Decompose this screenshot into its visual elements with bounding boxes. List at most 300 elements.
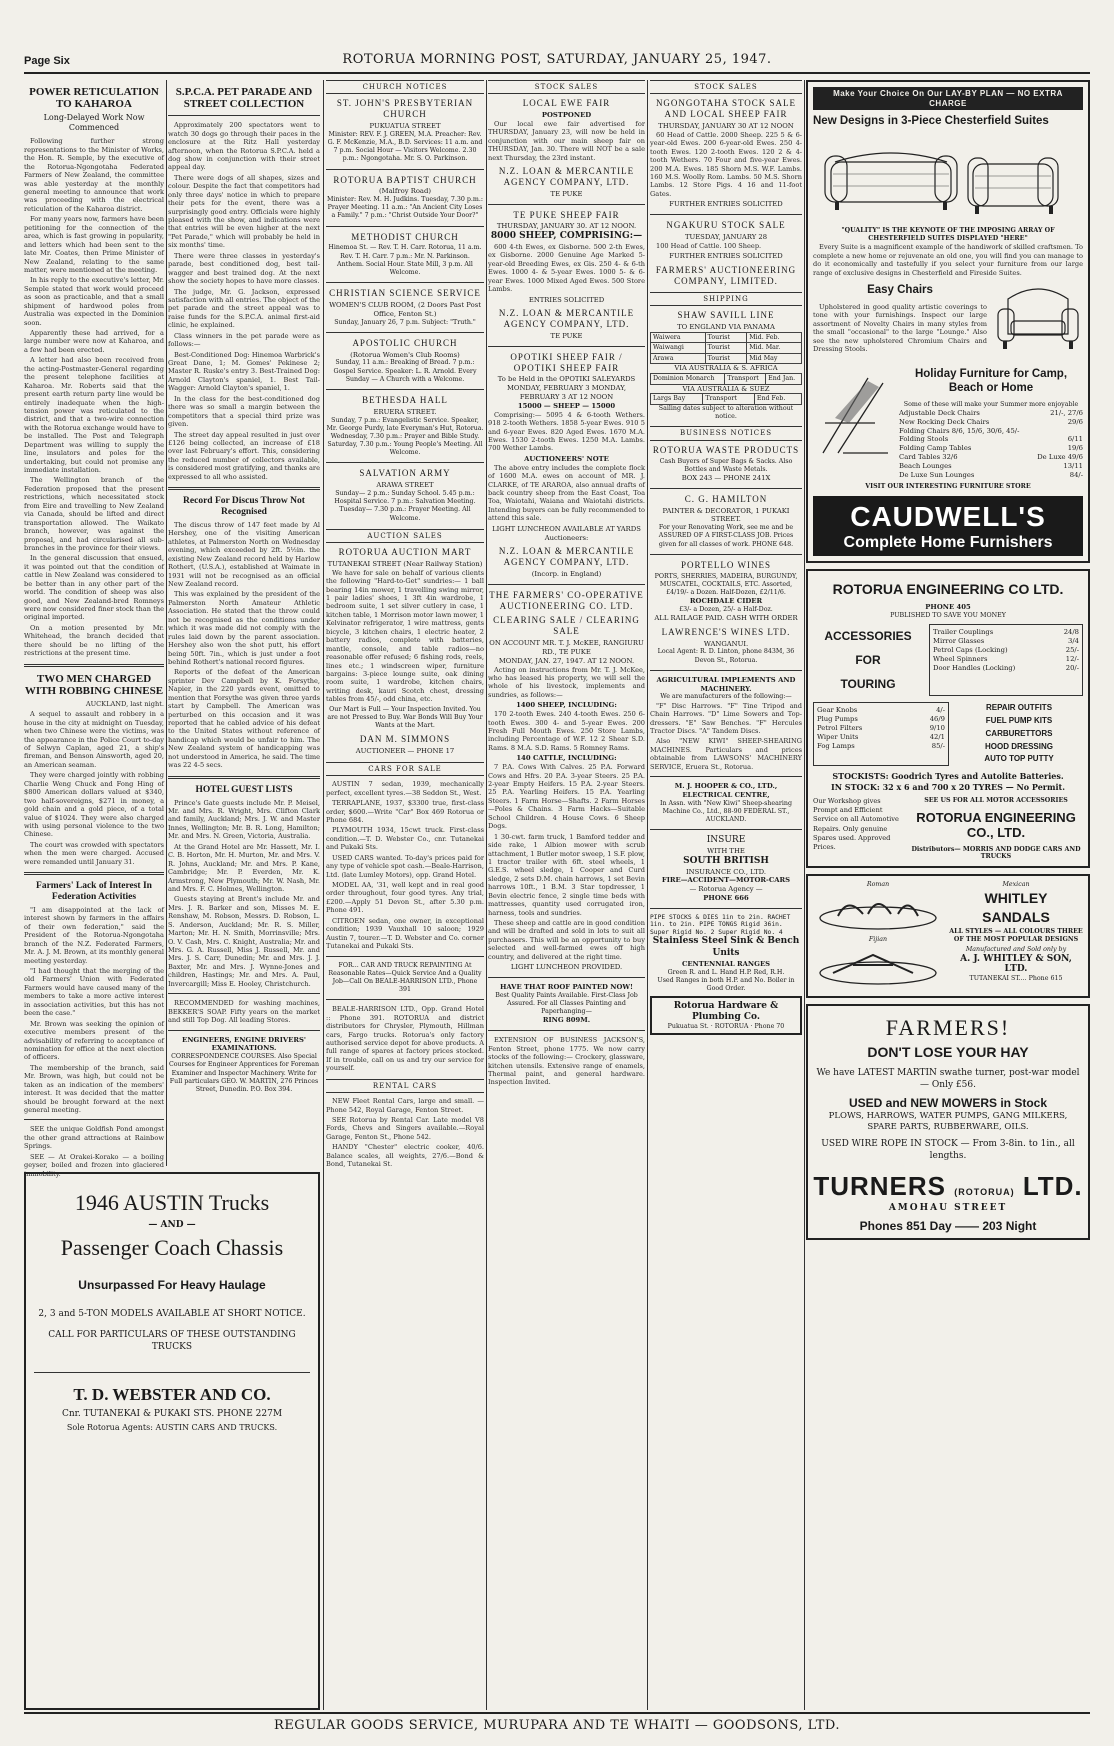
auctioneer-name: DAN M. SIMMONS (359, 734, 451, 745)
caudwells-logo (813, 496, 1083, 557)
business-terms: ALL RAILAGE PAID. CASH WITH ORDER (654, 614, 798, 623)
church-name: ST. JOHN'S PRESBYTERIAN CHURCH (336, 98, 474, 120)
sailing-table (650, 373, 802, 385)
section-heading-auction: AUCTION SALES (326, 529, 484, 543)
company-phone: PHONE 405 (925, 603, 971, 612)
divider (24, 664, 164, 667)
sale-title: NGAKURU STOCK SALE (666, 220, 786, 231)
masthead (24, 48, 1090, 74)
agency-name: N.Z. LOAN & MERCANTILE AGENCY COMPANY, LTD. (498, 308, 635, 330)
church-address: ERUERA STREET. (373, 407, 437, 416)
sale-title: NGONGOTAHA STOCK SALE AND LOCAL SHEEP FAIR (655, 98, 797, 120)
church-details: Hinemoa St. — Rev. T. H. Carr. Rotorua, 11 a.m. Rev. T. H. Carr. 7 p.m.: Mr. N. Parkinson. Anthem. Social Hour. State Mill, 3 p.m. All Welcome. (328, 244, 482, 276)
layby-banner: Make Your Choice On Our LAY-BY PLAN — NO EXTRA CHARGE (813, 87, 1083, 110)
sale-headcount: 15000 — SHEEP — 15000 (517, 401, 616, 410)
sandal-icon (813, 888, 943, 933)
classified-notice: SEE — At Orakei-Korako — a boiling geyser, boiled and frozen into glaciered immobility. (24, 1152, 164, 1178)
insurance-types: FIRE—ACCIDENT—MOTOR-CARS (661, 876, 791, 885)
church-address: (Rotorua Women's Club Rooms) (350, 350, 460, 359)
church-details: Sunday, January 26, 7 p.m. Subject: "Truth." (334, 318, 476, 326)
advert-subheadline: Easy Chairs (867, 284, 933, 297)
advert-company: T. D. WEBSTER AND CO. (34, 1372, 310, 1405)
article-paragraph: Guests staying at Brent's include Mr. and Mrs. J. R. Barker and son, Misses M. E. Renshaw, M. Robson, Messrs. D. Robson, L. S. Anderson, Auckland; Mr. R. S. Miller, Marton; Mr. H. N. Smith, Morrinsville; Mrs. O. V. Cash, Mrs. C. Knight, Australia; Mr. and Mrs. G. A. Russell, Miss J. Russell, Mr. and Mrs. J. S. Carr, Dunedin; Mr. and Mrs. J. J. Baxter, Mr. and Mrs. J. Wynne-Jones and children, Hastings; Mr. and Mrs. A. Paul, Invercargill; Miss E. Hooley, Christchurch. (168, 895, 320, 988)
church-address: (Malfroy Road) (379, 187, 431, 196)
divider (326, 282, 484, 283)
classified-car: PLYMOUTH 1934, 15cwt truck. First-class condition.—T. D. Webster Co., cnr. Tutanekai and Pukaki Sts. (326, 826, 484, 852)
divider (488, 204, 645, 205)
page-number: Page Six (24, 54, 70, 67)
accessories-row (813, 624, 1083, 696)
shipping-route: TO ENGLAND VIA PANAMA (677, 322, 775, 331)
divider (650, 908, 802, 909)
hardware-details: Used Ranges in both H.P. and No. Boiler in Good Order. (657, 976, 795, 993)
price-row: Petrol Filters 9/10 (817, 723, 945, 732)
holiday-furniture-row (813, 363, 1083, 479)
sale-details: Our local ewe fair advertised for THURSDAY, January 23, will now be held in conjunction with our main sheep fair on THURSDAY, Jan. 30. There will NOT be a sale next Thursday, the 23rd instant. (488, 120, 645, 162)
sale-title: CLEARING SALE / CLEARING SALE (493, 615, 640, 637)
company-phones: Phones 851 Day —— 203 Night (859, 1218, 1037, 1233)
easy-chairs-block (813, 279, 987, 359)
sale-luncheon: LIGHT LUNCHEON AVAILABLE AT YARDS (492, 524, 641, 533)
company-suffix: LTD. (1022, 1170, 1083, 1201)
business-name: C. G. HAMILTON (684, 493, 768, 504)
company-tagline: Complete Home Furnishers (843, 534, 1053, 552)
sale-footer: FURTHER ENTRIES SOLICITED (669, 200, 783, 209)
article-paragraph: Following further strong representations to the Minister of Works, the Hon. R. Semple, by the executive of the Rotorua-Ngongotaha Federated Farmers of New Zealand, the committee was able yesterday at the monthly general meeting to announce that work was proceeding with the electrical reticulation of the Kaharoa district. (24, 137, 164, 213)
sale-list: 170 2-tooth Ewes. 240 4-tooth Ewes. 250 6-tooth Ewes. 300 4- and 5-year Ewes. 200 Fresh Full Mouth Ewes. 250 Store Lambs, including Percentage of W.F. 12 2 Shear S.D. Rams. 8 M.A. S.D. Rams. 5 Romney Rams. (488, 710, 645, 752)
divider (488, 1030, 645, 1031)
price-row: Gear Knobs 4/- (817, 706, 945, 715)
column-rule (323, 80, 324, 1710)
article-paragraph: The Wellington branch of the Federation proposed that the present restrictions, which necessitated stock from Eire and travelling to New Zealand via Canada, should be lifted and direct transportation allowed. The Waikato branch, however, was against the proposal, and had circularised all sub-branches in the province for their views. (24, 476, 164, 552)
workshop-note: Our Workshop gives Prompt and Efficient Service on all Automotive Repairs. Only genuine Spares used. Approved Prices. (813, 796, 899, 852)
insurance-agency: — Rotorua Agency — (689, 885, 763, 894)
column-rule (166, 80, 167, 1166)
article-paragraph: "I am disappointed at the lack of interest shown by farmers in the affairs of their own federation," said the President of the Rotorua-Ngongotaha branch of the N.Z. Federated Farmers, Mr. A. J. M. Brown, at its monthly general meeting yesterday. (24, 905, 164, 965)
classified-heading: ENGINEERS, ENGINE DRIVERS' EXAMINATIONS. (182, 1035, 306, 1053)
column-1 (24, 80, 164, 1178)
masthead-title: ROTORUA MORNING POST, SATURDAY, JANUARY 25, 1947. (342, 52, 772, 68)
agency-name: FARMERS' AUCTIONEERING COMPANY, LIMITED. (655, 265, 797, 286)
auction-name: ROTORUA AUCTION MART (338, 547, 472, 558)
brand-name: WHITLEY (984, 890, 1048, 907)
article-paragraph: In the class for the best-conditioned dog there was so small a margin between the competitors that a special third prize was given. (168, 394, 320, 429)
business-name: PORTELLO WINES (680, 559, 772, 570)
deck-chair-icon (813, 363, 893, 463)
price-row: Mirror Glasses 3/4 (933, 637, 1079, 646)
company-name: CAUDWELL'S (850, 500, 1046, 532)
price-row: Beach Lounges 13/11 (899, 461, 1083, 470)
classified-car: TERRAPLANE, 1937, $3300 true, first-class order, $600.—Write "Car" Box 469 Rotorua or Phone 684. (326, 799, 484, 824)
divider (488, 584, 645, 585)
divider (168, 115, 320, 116)
sale-list: 600 4-th Ewes, ex Gisborne. 500 2-th Ewes, ex Gisborne. 2000 Genuine Age Marked 5-year-old Breeding Ewes, ex Gis. 250 4- & 6-th Ewes. 1000 4- & 5-year Ewes. 1000 5- & 6-year Ewes. 1000 Mixed Aged Ewes. 500 Store Lambs. (488, 242, 645, 294)
sale-date: MONDAY, JAN. 27, 1947. AT 12 NOON. (498, 656, 635, 665)
sale-date: TUESDAY, JANUARY 28 (684, 232, 768, 241)
accessories-price-list (813, 702, 949, 766)
hardware-address: Pukuatua St. · ROTORUA · Phone 70 (667, 1022, 785, 1030)
section-heading-church: CHURCH NOTICES (326, 80, 484, 94)
business-product: ROCHDALE CIDER (689, 597, 763, 606)
hardware-logo-box (650, 996, 802, 1035)
divider (650, 488, 802, 489)
advert-headline: New Designs in 3-Piece Chesterfield Suites (813, 115, 1049, 128)
business-location: WANGANUI. (703, 639, 749, 648)
sale-headcount: 1400 SHEEP, INCLUDING: (516, 701, 617, 710)
business-subtitle: PAINTER & DECORATOR, 1 PUKAKI STREET. (662, 506, 790, 524)
see-us-line: SEE US FOR ALL MOTOR ACCESSORIES (924, 796, 1068, 804)
advert-title: 1946 AUSTIN Trucks (74, 1190, 270, 1215)
column-rule (486, 80, 487, 1710)
article-paragraph: The street day appeal resulted in just over £126 being collected, an increase of £18 over last February's effort. This, considering the reduced number of collectors available, is considered most gratifying, and thanks are expressed to all who assisted. (168, 430, 320, 481)
divider (326, 226, 484, 227)
sandals-row (813, 881, 1083, 991)
turners-farmers-advert (806, 1004, 1090, 1241)
agency-name: N.Z. LOAN & MERCANTILE AGENCY COMPANY, LTD. (498, 546, 635, 568)
divider (650, 214, 802, 215)
church-name: APOSTOLIC CHURCH (352, 337, 458, 348)
classified-rental: SEE Rotorua by Rental Car. Late model V8 Fords, Chevs and Singers available.—Royal Garage, Fenton St., Phone 542. (326, 1116, 484, 1141)
sale-subtitle: POSTPONED (541, 111, 592, 120)
sandal-style-label: Fijian (868, 935, 888, 943)
armchair-icon (993, 279, 1083, 359)
column-4 (488, 80, 645, 1700)
headline-power-reticulation: POWER RETICULATION TO KAHAROA (29, 86, 159, 111)
classified-car: CITROEN sedan, one owner, in exceptional condition; 1939 Vauxhall 10 saloon; 1929 Austin 7, tourer.—T. D. Webster and Co. corner Tutanekai and Pukaki Sts. (326, 916, 484, 951)
in-stock-line: IN STOCK: 32 x 6 and 700 x 20 TYRES — No Permit. (830, 781, 1066, 792)
advert-address: Cnr. TUTANEKAI & PUKAKI STS. PHONE 227M (61, 1409, 283, 1420)
business-details: Cash Buyers of Super Bags & Sacks. Also Bottles and Waste Metals. (659, 457, 793, 473)
divider (168, 1030, 320, 1031)
divider (650, 554, 802, 555)
advert-mowers: USED and NEW MOWERS in Stock (848, 1096, 1047, 1111)
article-paragraph: Apparently these had arrived, for a large number were now at Kaharoa, and a few had been erected. (24, 329, 164, 354)
dateline: AUCKLAND, last night. (85, 699, 164, 708)
shipping-route: VIA AUSTRALIA & SUEZ (682, 384, 770, 393)
stockists-line: STOCKISTS: Goodrich Tyres and Autolite Batteries. (832, 771, 1064, 782)
sandal-styles: ALL STYLES — ALL COLOURS THREE OF THE MOST POPULAR DESIGNS (949, 927, 1083, 943)
accessories-price-list (929, 624, 1083, 696)
article-paragraph: On a motion presented by Mr. Whitehead, the branch decided that there should be no lifting of the restrictions at the present time. (24, 623, 164, 658)
advert-line: CALL FOR PARTICULARS OF THESE OUTSTANDING TRUCKS (48, 1329, 296, 1353)
business-contact: BOX 243 — PHONE 241X (681, 473, 771, 482)
sale-title: LOCAL EWE FAIR (522, 98, 611, 109)
divider (24, 1119, 164, 1120)
classified-rental: NEW Fleet Rental Cars, large and small. — Phone 542, Royal Garage, Fenton Street. (326, 1097, 484, 1114)
agency-incorp: (Incorp. in England) (531, 570, 602, 579)
church-address: WOMEN'S CLUB ROOM, (2 Doors Past Post Office, Fenton St.) (329, 300, 481, 318)
shipping-line: SHAW SAVILL LINE (677, 310, 775, 321)
divider (326, 169, 484, 170)
caudwells-advert (806, 80, 1090, 563)
price-row: Folding Stools 6/11 (899, 435, 1083, 444)
business-details: We are manufacturers of the following:— (660, 693, 792, 701)
footer-banner: REGULAR GOODS SERVICE, MURUPARA AND TE WHAITI — GOODSONS, LTD. (24, 1712, 1090, 1734)
manufacturer-label: Manufactured and Sold only by (965, 946, 1067, 954)
sandal-style-label: Mexican (1002, 880, 1030, 888)
company-name: TURNERS (813, 1170, 947, 1201)
business-price: £3/- a Dozen, 25/- a Half-Doz. (679, 605, 773, 613)
advert-list: PLOWS, HARROWS, WATER PUMPS, GANG MILKERS, SPARE PARTS, RUBBERWARE, OILS. (828, 1110, 1068, 1133)
advert-wire: USED WIRE ROPE IN STOCK — From 3-8in. to 1in., all lengths. (821, 1139, 1075, 1162)
church-address: PUKUATUA STREET (369, 121, 441, 130)
section-heading-business: BUSINESS NOTICES (650, 426, 802, 440)
church-name: SALVATION ARMY (359, 468, 451, 479)
column-rule (804, 80, 805, 1710)
headline-discus-record: Record For Discus Throw Not Recognised (183, 496, 305, 518)
business-name: ROTORUA WASTE PRODUCTS (652, 444, 800, 455)
article-paragraph: They were charged jointly with robbing Charlie Weng Chuck and Fong Hing of $800 American dollars valued at $340, two half-sovereigns, $271 in money, a gold chain and a gold piece, of a total value of $1024. They were also charged with using personal violence to the two Chinese. (24, 771, 164, 839)
company-slogan: PUBLISHED TO SAVE YOU MONEY (890, 612, 1006, 620)
sale-list: 60 Head of Cattle. 2000 Sheep. 225 5 & 6-year-old Ewes. 200 6-year-old Ewes. 250 4-tooth Ewes. 120 2-tooth Ewes. 120 2 & 4-tooth Wethers. 70 Four and five-year Ewes. 200 M.A. Ewes. 185 Shorn M.S. W.F. Lambs. 160 M.S. Woolly Rom. Lambs. 50 M.S. Shorn Lambs. 12 Store Pigs. 4 16 and 11-foot Gates. (650, 130, 802, 198)
article-paragraph: There were dogs of all shapes, sizes and colour. Despite the fact that competitors had only three days' notice in which to prepare their pets for the event, there was a surprisingly good entry. Officials were highly pleased with the show, and indications were that entries will be even higher at the next "Pet Parade," which will probably be held in six months' time. (168, 173, 320, 250)
insure-with: WITH THE (707, 847, 745, 855)
agency-location: TE PUKE (550, 331, 583, 340)
insurance-company: SOUTH BRITISH (683, 855, 769, 866)
company-name: ROTORUA ENGINEERING CO., LTD. (916, 809, 1076, 841)
article-paragraph: There were three classes in yesterday's parade, best conditioned dog, best tail-wagger and best trained dog. At the next show the society hopes to have more classes. (168, 251, 320, 286)
holiday-price-list (899, 409, 1083, 480)
church-name: BETHESDA HALL (362, 394, 448, 405)
whitley-sandals-advert (806, 874, 1090, 998)
price-row: De Luxe Sun Lounges 84/- (899, 470, 1083, 479)
business-name: M. J. HOOPER & CO., LTD., ELECTRICAL CENTRE, (674, 782, 778, 799)
headline-hotel-guests: HOTEL GUEST LISTS (195, 784, 293, 795)
divider (488, 977, 645, 978)
auctioneers-note: The above entry includes the complete flock of 1600 M.A. ewes on account of MR. J. CLARKE, of TE ARAROA, also annual drafts of back country sheep from the East Coast, Toa Toa, Waiotahi, Waiana and Waiotahi districts. Intending buyers can be fully recommended to attend this sale. (488, 463, 645, 523)
advert-subtitle: Some of these will make your Summer more enjoyable (903, 400, 1079, 408)
article-paragraph: "I had thought that the merging of the old Farmers' Union with Federated Farmers would have caused many of the members to take a more active interest in association activities, but this has not been the case." (24, 967, 164, 1018)
sale-details: To be Held in the OPOTIKI SALEYARDS MONDAY, FEBRUARY 3 MONDAY, FEBRUARY 3 AT 12 NOON (497, 375, 636, 402)
price-row: Trailer Couplings 24/8 (933, 628, 1079, 637)
roof-advert-body: Best Quality Paints Available. First-Class Job Assured. For all Classes Painting and Paperhanging— (495, 991, 638, 1016)
sale-list: 1 30-cwt. farm truck, 1 Bamford tedder and side rake, 1 Albion mower with scrub attachment, 1 Butler motor sweep, 1 S.F. plow, 1 tractor trailer with 6ft. steel wheels, 1 G.E.S. wheel sledge, 1 Cooper and Curd sledge, 2 sets D.M. chain harrows, 1 set Bevin harrows 10ft., 1 B.M. 3 Star topdresser, 1 Bevin electric fence, 2 single time beds with mattresses, quantity used corrugated iron, harness, tools and sundries. (488, 832, 645, 917)
business-details: PORTS, SHERRIES, MADEIRA, BURGUNDY, MUSCATEL, COCKTAILS, ETC. Assorted, £4/19/- a Dozen. Half-Dozen, £2/11/6. (654, 572, 798, 596)
section-heading-cars: CARS FOR SALE (326, 762, 484, 776)
classified-notice: RECOMMENDED for washing machines, BEKKER'S SOAP. Fifty years on the market and still Top Dog. All leading Stores. (168, 999, 320, 1025)
table-row: Waiwera Tourist Mid. Feb. (651, 332, 802, 343)
church-details: Minister: Rev. M. H. Judkins. Tuesday, 7.30 p.m.: Prayer Meeting. 11 a.m.: "An Ancient City Loses a Family." 7 p.m.: "Christ Outside Your Door?" (327, 196, 483, 220)
price-row: Wheel Spinners 12/- (933, 654, 1079, 663)
sandal-illustrations (813, 881, 943, 991)
article-paragraph: Approximately 200 spectators went to watch 30 dogs go through their paces in the enclosure at the Ritz Hall yesterday afternoon, when the Rotorua S.P.C.A. held a dog show in conjunction with their street appeal day. (168, 121, 320, 172)
headline-two-men-charged: TWO MEN CHARGED WITH ROBBING CHINESE (24, 672, 164, 697)
sale-title: OPOTIKI SHEEP FAIR / OPOTIKI SHEEP FAIR (510, 351, 623, 373)
engineering-brand (909, 797, 1083, 861)
article-paragraph: Prince's Gate guests include Mr. P. Meisel, Mr. and Mrs. R. Wright, Mrs. Clifton Clark and family, Auckland; Mrs. J. W. and Master Innes, Wellington; Mr. B. R. Long, Hamilton; Mr. and Mrs. N. Green, Victoria, Australia. (168, 798, 320, 841)
price-row: Fog Lamps 85/- (817, 741, 945, 750)
engineering-footer (813, 797, 1083, 861)
divider (326, 999, 484, 1000)
church-details: Sunday, 7 p.m.: Evangelistic Service. Speaker, Mr. George Purdy, late Everyman's Hut, Rotorua. Wednesday, 7.30 p.m.: Prayer and Bible Study. Saturday, 7.30 p.m.: Young People's Meeting. All Welcome. (326, 416, 484, 457)
accessories-label: ACCESSORIES FOR TOURING (824, 629, 912, 692)
church-details: Sunday— 2 p.m.: Sunday School. 5.45 p.m.: Hospital Service. 7 p.m.: Salvation Meeting. Tuesday— 7.30 p.m.: Prayer Meeting. All Welcome. (334, 490, 476, 522)
article-paragraph: Best-Conditioned Dog: Hinemoa Warbrick's Great Dane, 1; M. Gomes' Pekinese 2; Master R. Ruske's entry 3. Best-Trained Dog: Arnold Clayton's spaniel, 1. Best Tail-Wagger: Arnold Clayton's spaniel, 1. (168, 350, 320, 393)
advert-quality: "QUALITY" IS THE KEYNOTE OF THE IMPOSING ARRAY OF CHESTERFIELD SUITES DISPLAYED "HERE" (841, 226, 1055, 243)
article-paragraph: The membership of the branch, said Mr. Brown, was high, but could not be taken as an indication of the members' interest. It was decided that the matter should be brought forward at the next general meeting. (24, 1063, 164, 1115)
section-heading-stock: STOCK SALES (488, 80, 645, 94)
price-row: Plug Pumps 46/9 (817, 715, 945, 724)
church-details: Minister: REV. F. J. GREEN, M.A. Preacher: Rev. G. F. McKenzie, M.A., B.D. Services: 11 a.m. and 7 p.m. Social Hour — Visitors Welcome. 2.30 p.m.: Ngongotaha. Mr. S. O. Parkinson. (327, 130, 483, 163)
advert-body: We have LATEST MARTIN swathe turner, post-war model — Only £56. (816, 1067, 1080, 1091)
article-paragraph: Class winners in the pet parade were as follows:— (168, 331, 320, 349)
sale-list: 100 Head of Cattle. 100 Sheep. (656, 241, 762, 250)
agency-name: THE FARMERS' CO-OPERATIVE AUCTIONEERING CO. LTD. (489, 589, 644, 611)
table-row: Largs Bay Transport End Feb. (651, 394, 802, 405)
classified-car: MODEL AA, '31, well kept and in real good order throughout, four good tyres. Any trial, £200.—Apply 51 Devon St., after 5.30 p.m. Phone 491. (326, 881, 484, 915)
column-2 (168, 80, 320, 1166)
manufacturer-address: TUTANEKAI ST.... Phone 615 (969, 975, 1063, 983)
price-row: Door Handles (Locking) 20/- (933, 663, 1079, 672)
advert-and: — AND — (148, 1220, 196, 1231)
divider (168, 776, 320, 779)
sale-luncheon: LIGHT LUNCHEON PROVIDED. (510, 963, 623, 972)
section-heading-rental: RENTAL CARS (326, 1079, 484, 1093)
roof-advert-title: HAVE THAT ROOF PAINTED NOW! (499, 983, 634, 992)
article-paragraph: A sequel to assault and robbery in a house in the city at midnight on Tuesday, when two Chinese were the victims, was the appearance in the Police Court to-day of Selwyn Caplan, aged 21, a ship's fireman, and Benson Ainsworth, aged 20, an American seaman. (24, 710, 164, 769)
business-details: Also "NEW KIWI" SHEEP-SHEARING MACHINES. Particulars and prices obtainable from LAWSONS' MACHINERY SERVICE, Eruera St., Rotorua. (650, 737, 802, 771)
advert-subheadline: Holiday Furniture for Camp, Beach or Home (914, 368, 1068, 394)
sale-title: TE PUKE SHEEP FAIR (513, 209, 620, 220)
column-rule (647, 80, 648, 1710)
price-row: New Rocking Deck Chairs 29/6 (899, 417, 1083, 426)
hardware-company: Rotorua Hardware & Plumbing Co. (673, 1001, 779, 1022)
advert-visit: VISIT OUR INTERESTING FURNITURE STORE (865, 483, 1031, 491)
company-name: ROTORUA ENGINEERING CO LTD. (832, 581, 1064, 598)
sale-list: 7 P.A. Cows With Calves. 25 P.A. Forward Cows and Hfrs. 20 P.A. 3-year Steers. 25 P.A. 2-year Empty Heifers. 15 P.A. 2-year Steers. 25 P.A. Yearling Heifers. 15 P.A. Yearling Steers. 1 Farm Horse—Shafts. 2 Farm Horses—Poles & Chains. 3 Farm Hacks—Suitable School Children. 4 House Cows. 6 Sheep Dogs. (488, 763, 645, 831)
church-name: CHRISTIAN SCIENCE SERVICE (329, 288, 481, 299)
column-3 (326, 80, 484, 1700)
advert-subheadline: DON'T LOSE YOUR HAY (867, 1044, 1029, 1061)
article-paragraph: For many years now, farmers have been petitioning for the connection of the area, which is fast growing in popularity, and letters which had been sent to the late Mr. Coates, then Prime Minister of New Zealand, relating to the same matter, were mentioned at the meeting. (24, 215, 164, 274)
auctioneers-label: Auctioneers: (544, 533, 589, 542)
church-name: ROTORUA BAPTIST CHURCH (333, 174, 477, 185)
accessories-items: REPAIR OUTFITS FUEL PUMP KITS CARBURETTORS HOOD DRESSING AUTO TOP PUTTY (984, 703, 1054, 764)
agency-name: N.Z. LOAN & MERCANTILE AGENCY COMPANY, LTD. (498, 166, 635, 187)
article-paragraph: The court was crowded with spectators when the men were charged. Accused were remanded until January 31. (24, 840, 164, 866)
section-heading-shipping: SHIPPING (650, 292, 802, 306)
company-address: AMOHAU STREET (888, 1202, 1008, 1213)
brand-product: SANDALS (982, 909, 1050, 926)
divider (488, 346, 645, 347)
holiday-block (899, 363, 1083, 479)
section-heading-stock: STOCK SALES (650, 80, 802, 94)
article-paragraph: Mr. Brown was seeking the opinion of executive members present of the advisability of referring to acceptance of nomination for office at the next election of officers. (24, 1019, 164, 1062)
advert-body: Every Suite is a magnificent example of the handiwork of skilled craftsmen. To complete a new home or rejuvenate an old one, you will find you can manage to do it economically and tastefully if you select your furniture from our large range of exclusive designs in Chesterfield and Fireside Suites. (813, 243, 1083, 277)
column-6 (806, 80, 1090, 1700)
easy-chairs-row (813, 279, 1083, 359)
divider (650, 670, 802, 671)
auction-address: TUTANEKAI STREET (Near Railway Station) (327, 559, 483, 568)
price-row: Adjustable Deck Chairs 21/-, 27/6 (899, 408, 1083, 417)
advert-tagline: Unsurpassed For Heavy Haulage (78, 1277, 266, 1292)
divider (326, 389, 484, 390)
table-row: Waiwangi Tourist Mid. Mar. (651, 343, 802, 354)
divider (168, 487, 320, 490)
article-paragraph: The discus throw of 147 feet made by Al Hershey, one of the visiting American athletes, at Palmerston North on Wednesday evening, which exceeded by 2ft. 5½in. the existing New Zealand record held by Harlow Rothert, (U.S.A.), established at Waimate in 1931 will not be recognised as an official New Zealand record. (168, 520, 320, 589)
price-row: Petrol Caps (Locking) 25/- (933, 645, 1079, 654)
sandals-brand (949, 881, 1083, 991)
classified-car: AUSTIN 7 sedan, 1939, mechanically perfect, excellent tyres.—38 Seddon St., West. (326, 780, 484, 797)
sale-details: Acting on instructions from Mr. T. J. McKee, who has leased his property, we will sell the whole of his livestock, implements and sundries, as follows:— (488, 665, 645, 699)
classified-car: USED CARS wanted. To-day's prices paid for any type of vehicle spot cash.—Beale-Harrison, Ltd. (late Lumley Motors), opp. Grand Hotel. (326, 853, 484, 879)
article-paragraph: A letter had also been received from the acting-Postmaster-General regarding the present telephone facilities at Kaharoa. Mr. Roberts said that the present earth return party line would be entirely inadequate when the high-tension power was reticulated to the district, and that a two-wire connection with the Rotorua exchange would have to be installed. The Post and Telegraph Department was willing to supply the line, insulators and poles for the undertaking, but could not promise any immediate installation. (24, 356, 164, 474)
article-paragraph: In the general discussion that ensued, it was pointed out that the condition of cattle in New Zealand was considered to be better than in any other part of the world. The condition of sheep was also good, and New Zealand-bred Romneys were now considered finer stock than the original imported. (24, 554, 164, 622)
article-paragraph: The judge, Mr. G. Jackson, expressed satisfaction with all entries. The object of the pet parade and the street appeal was to raise funds for the S.P.C.A. animal first-aid clinic, he explained. (168, 287, 320, 330)
sale-footer: ENTRIES SOLICITED (528, 295, 605, 304)
insurance-phone: PHONE 666 (703, 894, 749, 902)
auction-cta: Our Mart is Full — Your Inspection Invited. You are not Pressed to Buy. War Bonds Will Buy Your Wants at the Mart. (327, 705, 483, 730)
church-name: METHODIST CHURCH (351, 231, 459, 242)
company-location: (ROTORUA) (954, 1186, 1015, 1197)
divider (24, 872, 164, 875)
article-paragraph: Reports of the defeat of the American sprinter Dev Campbell by K. Forsythe, Napier, in the 220 yards event, omitted to mention that Forsythe was given three yards start by Campbell. The American was perturbed on this occasion and it was reported that he cabled advice of his defeat to the United States without reference of handicap which would be unfair to him. The New Zealand system of handicapping was not understood in America, he said. The time was 22 4-5 secs. (168, 668, 320, 770)
church-address: ARAWA STREET (376, 481, 434, 490)
advert-line: 2, 3 and 5-TON MODELS AVAILABLE AT SHORT NOTICE. (38, 1308, 306, 1319)
sale-date: THURSDAY, JANUARY 30. AT 12 NOON. (496, 222, 637, 231)
auctioneer-phone: AUCTIONEER — PHONE 17 (355, 747, 455, 756)
sale-account: ON ACCOUNT MR. T. J. McKEE, RANGIURU RD., TE PUKE (489, 639, 644, 656)
classified-repaint: FOR... CAR AND TRUCK REPAINTING At Reasonable Rates—Quick Service And a Quality Job—Call On BEALE-HARRISON LTD., Phone 391 (328, 961, 482, 994)
sale-footer: These sheep and cattle are in good condition and will be drafted and sold in lots to suit all purchasers. This will be an opportunity to buy selected and well-farmed ewes off high country, and delivered at the right time. (488, 919, 645, 961)
business-details: In Assn. with "New Kiwi" Sheep-shearing Machine Co., Ltd., 88-90 FEDERAL ST., AUCKLAND. (659, 799, 792, 824)
sale-headcount: 8000 SHEEP, COMPRISING:— (490, 231, 643, 242)
sale-footer: FURTHER ENTRIES SOLICITED (669, 252, 783, 261)
auctioneers-note-heading: AUCTIONEERS' NOTE (524, 454, 609, 463)
divider (650, 829, 802, 830)
divider (168, 993, 320, 994)
subheadline: Long-Delayed Work Now Commenced (43, 113, 145, 132)
shipping-route: VIA AUSTRALIA & S. AFRICA (674, 364, 778, 373)
business-name: AGRICULTURAL IMPLEMENTS AND MACHINERY. (656, 675, 796, 693)
accessories-row-2 (813, 702, 1083, 766)
sale-list: Comprising:— 5095 4 & 6-tooth Wethers. 918 2-tooth Wethers. 1858 5-year Ewes. 910 5 and 6-year Ewes. 820 Aged Ewes. 1670 M.A. Ewes. 1530 2-tooth Ewes. 1250 M.A. Lambs. 700 Wether Lambs. (488, 410, 645, 453)
divider (326, 462, 484, 463)
turners-logo (813, 1171, 1083, 1202)
shipping-note: Sailing dates subject to alteration without notice. (658, 405, 794, 421)
article-paragraph: At the Grand Hotel are Mr. Hassett, Mr. I. C. B. Horton, Mr. H. Murton, Mr. and Mrs. V. R. Johns, Auckland; Mr. and Mrs. P. Kane, Cambridge; Mr. P. Everden, Mr. K. Armstrong, New Plymouth; Mr. W. Nash, Mr. and Mrs. F. C. Holmes, Wellington. (168, 842, 320, 893)
hardware-list: PIPE STOCKS & DIES 1in to 2in. RACHET 1in. to 2in. PIPE TONGS Rigid 36in. Super Rigid No. 2 Super Rigid No. 4 (650, 913, 791, 936)
divider (326, 332, 484, 333)
hardware-sub: CENTENNIAL RANGES (681, 959, 771, 968)
chesterfield-suite-icon (823, 134, 1073, 224)
sale-headcount: 140 CATTLE, INCLUDING: (516, 754, 617, 763)
column-5 (650, 80, 802, 1700)
price-row: Wiper Units 42/1 (817, 732, 945, 741)
divider (326, 956, 484, 957)
rotorua-engineering-advert (806, 569, 1090, 867)
headline-farmers-lack: Farmers' Lack of Interest In Federation Activities (36, 881, 152, 903)
roof-advert-phone: RING 809M. (542, 1016, 591, 1025)
classified-dealer: BEALE-HARRISON LTD., Opp. Grand Hotel :: Phone 391. ROTORUA and district distributors for Chrysler, Plymouth, Hillman cars, Fargo trucks. Rotorua's only factory authorised service depot for above products. A full range of spares at factory prices stocked. If in trouble, call on us and try our service for yourself. (326, 1005, 484, 1073)
article-paragraph: This was explained by the president of the Palmerston North Amateur Athletic Association. He stated that the throw could not be recognised as the conditions under which it was made did not comply with the rules laid down by the parent association. Hershey also won the shot putt, his effort being 50ft. 7in., which is just under a foot behind Rothert's national record figures. (168, 590, 320, 666)
headline-spca: S.P.C.A. PET PARADE AND STREET COLLECTION (175, 86, 313, 111)
classified-notice: CORRESPONDENCE COURSES. Also Special Courses for Engineer Apprentices for Foreman Examiner and Inspector Machinery. Write for Full particulars GEO. W. MARTIN, 276 Princes Street, Dunedin. P.O. Box 394. (168, 1053, 320, 1093)
business-list: "F" Disc Harrows. "F" Tine Tripod and Chain Harrows. "D" Lime Sowers and Top-dressers. "E" Saw Benches. "F" Hercules Tractor Discs. "A" Tandem Discs. (650, 701, 802, 735)
sailing-table (650, 332, 802, 365)
manufacturer-name: A. J. WHITLEY & SON, LTD. (960, 953, 1072, 975)
sale-date: THURSDAY, JANUARY 30 AT 12 NOON (658, 121, 794, 130)
auction-details: We have for sale on behalf of various clients the following "Hard-to-Get" sundries:— 1 ball bearing 14in mower, 1 travelling swing mirror, 1 pair ladies' shoes, 1 3ft 4in wardrobe, 1 bedroom suite, 1 set silver cutlery in case, 1 kitchen table, 1 Morrison motor lawn mower, 1 Kelvinator refrigerator, 1 wire mattress, gents bicycle, 3 kitchen chairs, 1 electric heater, 2 battery radios, complete with batteries, mantle, console, and table radios—no reasonable offer refused; 6 fishing rods, reels, lines etc.; 1 windscreen wiper, furniture bargains: 3-piece lounge suite, oak dining room suite, 1 wardrobe, kitchen chairs, writing desk, kauri Scotch chest, dressing tables from 45/-, odd china, etc. (326, 568, 484, 704)
divider (650, 776, 802, 777)
classified-notice: SEE the unique Goldfish Pond amongst the other grand attractions at Rainbow Springs. (24, 1125, 164, 1151)
sandal-style-label: Roman (866, 880, 890, 888)
business-details: For your Renovating Work, see me and be ASSURED OF A FIRST-CLASS JOB. Prices given for all classes of work. PHONE 648. (658, 524, 794, 548)
business-name: LAWRENCE'S WINES LTD. (661, 626, 791, 637)
business-details: Local Agent: R. D. Linton, phone 843M, 36 Devon St., Rotorua. (657, 648, 795, 664)
advert-agents: Sole Rotorua Agents: AUSTIN CARS AND TRUCKS. (66, 1422, 278, 1432)
hardware-details: Green R. and L. Hand H.P. Red, R.H. (667, 968, 785, 976)
